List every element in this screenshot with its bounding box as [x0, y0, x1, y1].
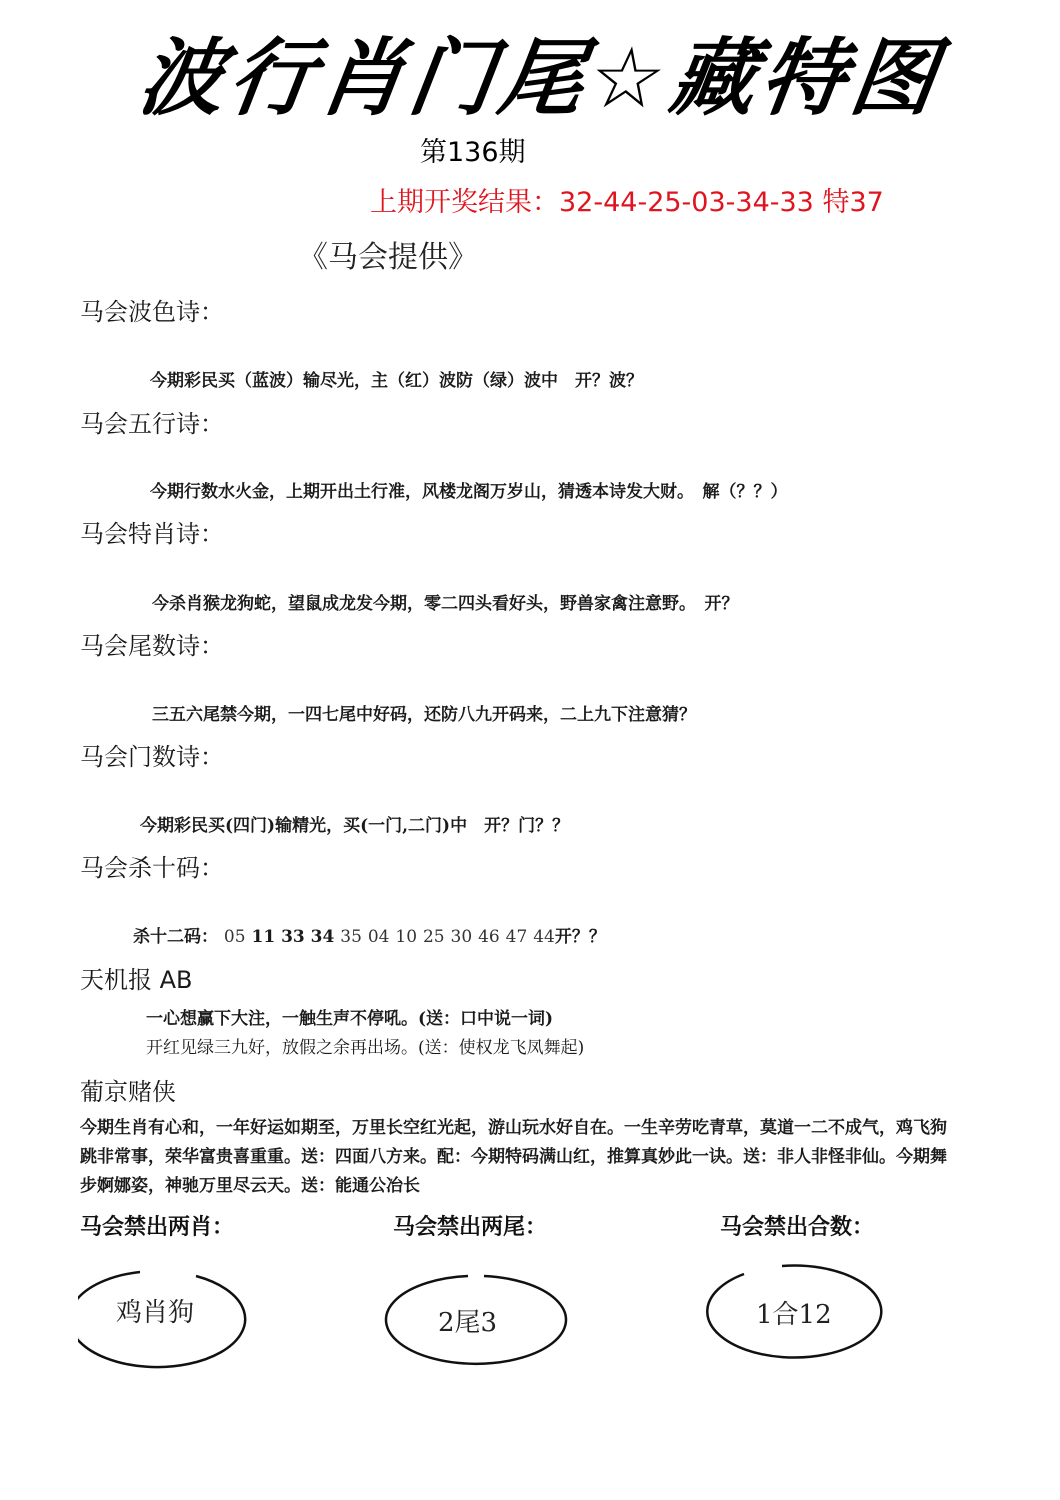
- page-title: 波行肖门尾☆藏特图: [133, 29, 949, 127]
- kill-number: 10: [395, 927, 418, 947]
- poem-door-number: 今期彩民买(四门)输精光，买(一门,二门)中 开？门？？: [140, 816, 570, 836]
- kill-number: 34: [310, 927, 335, 947]
- poem-five-elements: 今期行数水火金，上期开出土行准，风楼龙阁万岁山，猜透本诗发大财。 解（？？）: [150, 482, 788, 502]
- last-result-label: 上期开奖结果：: [370, 187, 559, 218]
- tianji-line-2: 开红见绿三九好，放假之余再出场。(送：使权龙飞凤舞起): [146, 1038, 585, 1058]
- provider-label: 《马会提供》: [298, 240, 478, 275]
- poem-wave-color: 今期彩民买（蓝波）输尽光，主（红）波防（绿）波中 开？波？: [150, 371, 643, 391]
- ban-value-sum: 1合12: [756, 1300, 832, 1330]
- pujing-paragraph: 今期生肖有心和，一年好运如期至，万里长空红光起，游山玩水好自在。一生辛劳吃青草，莫道一二不成气，鸡飞狗跳非常事，荣华富贵喜重重。送：四面八方来。配：今期特码满山红，推算真妙此一诀。送：非人非怪非仙。今期舞步婀娜姿，神驰万里尽云天。送：能通公冶长: [80, 1118, 947, 1196]
- ban-heading-zodiac: 马会禁出两肖：: [80, 1215, 235, 1240]
- ban-value-tail: 2尾3: [438, 1308, 498, 1338]
- kill-number: 33: [281, 927, 305, 947]
- ban-value-zodiac: 鸡肖狗: [116, 1298, 195, 1328]
- kill-number: 47: [505, 927, 528, 947]
- poem-tail-number: 三五六尾禁今期，一四七尾中好码，还防八九开码来，二上九下注意猜？: [152, 705, 696, 725]
- kill-number: 05: [223, 927, 246, 947]
- kill-number: 25: [422, 927, 445, 947]
- kill-numbers-label: 杀十二码：: [133, 927, 218, 947]
- kill-number: 11: [251, 927, 276, 947]
- kill-number: 35: [340, 927, 362, 947]
- kill-number: 46: [478, 927, 500, 947]
- section-heading-five-elements: 马会五行诗：: [80, 410, 224, 438]
- section-heading-wave-color: 马会波色诗：: [80, 298, 224, 326]
- kill-number: 04: [367, 927, 390, 947]
- last-result-special: 特37: [822, 187, 884, 218]
- kill-number: 44: [533, 927, 555, 947]
- section-heading-door-number: 马会门数诗：: [80, 743, 224, 771]
- ban-oval-sum: [704, 1262, 886, 1362]
- poem-special-zodiac: 今杀肖猴龙狗蛇，望鼠成龙发今期，零二四头看好头，野兽家禽注意野。 开？: [152, 594, 739, 614]
- section-heading-kill-ten: 马会杀十码：: [80, 854, 224, 882]
- tianji-line-1: 一心想赢下大注，一触生声不停吼。(送：口中说一词): [146, 1009, 554, 1029]
- section-heading-tail-number: 马会尾数诗：: [80, 632, 224, 660]
- issue-number: 第136期: [420, 137, 526, 168]
- kill-numbers-suffix: 开？？: [554, 927, 606, 947]
- kill-number: 30: [450, 927, 473, 947]
- ban-heading-tail: 马会禁出两尾：: [393, 1215, 548, 1240]
- tianji-heading: 天机报 AB: [80, 966, 193, 994]
- ban-oval-zodiac: [78, 1266, 262, 1370]
- last-result-numbers: 32-44-25-03-34-33: [559, 187, 814, 218]
- section-heading-special-zodiac: 马会特肖诗：: [80, 520, 224, 548]
- last-draw-result: [370, 180, 884, 219]
- pujing-heading: 葡京赌侠: [80, 1078, 176, 1106]
- ban-oval-tail: [384, 1272, 572, 1368]
- ban-heading-sum: 马会禁出合数：: [720, 1215, 875, 1240]
- kill-numbers-line: [133, 922, 606, 947]
